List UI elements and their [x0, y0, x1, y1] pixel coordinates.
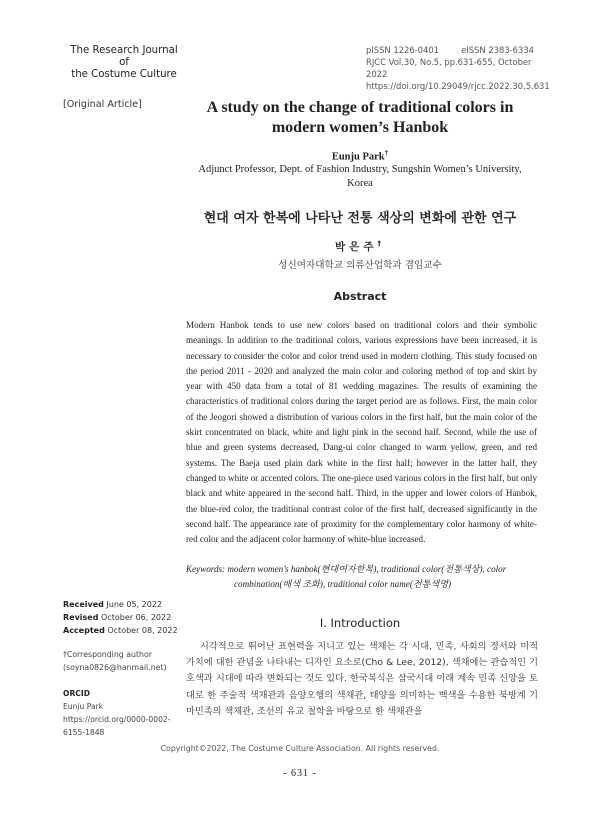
author-name-text: Eunju Park — [331, 151, 385, 163]
corresponding-label: †Corresponding author — [63, 650, 152, 659]
orcid-link[interactable]: https://orcid.org/0000-0002-6155-1848 — [63, 715, 171, 737]
keywords-label: Keywords: — [186, 564, 226, 574]
journal-name — [64, 45, 184, 81]
eissn: eISSN 2383-6334 — [461, 45, 534, 55]
page-number: - 631 - — [283, 768, 317, 779]
article-dates — [63, 598, 183, 637]
abstract-heading: Abstract — [333, 290, 387, 303]
copyright-notice: Copyright©2022, The Costume Culture Association. All rights reserved. — [160, 744, 440, 753]
corresponding-author — [63, 648, 183, 674]
corresponding-mark: † — [384, 149, 389, 157]
keywords-line2: combination(배색 조화), traditional color name(전통색명) — [234, 579, 452, 589]
pissn: pISSN 1226-0401 — [366, 45, 439, 55]
orcid-label: ORCID — [63, 689, 91, 698]
revised-date: October 06, 2022 — [101, 613, 172, 622]
journal-name-line2: the Costume Culture — [71, 69, 177, 80]
corresponding-email[interactable]: (soyna0826@hanmail.net) — [63, 663, 167, 672]
korean-corresponding-mark: † — [377, 239, 385, 248]
korean-title: 현대 여자 한복에 나타난 전통 색상의 변화에 관한 연구 — [203, 211, 517, 226]
korean-author-text: 박은주 — [335, 241, 378, 253]
received-label: Received — [63, 600, 104, 609]
orcid-name: Eunju Park — [63, 702, 104, 711]
doi-link[interactable]: https://doi.org/10.29049/rjcc.2022.30.5.631 — [366, 81, 550, 91]
article-type: [Original Article] — [63, 99, 142, 110]
revised-label: Revised — [63, 613, 99, 622]
accepted-label: Accepted — [63, 626, 105, 635]
introduction-heading: I. Introduction — [319, 616, 401, 630]
keywords — [186, 562, 537, 592]
author-name — [185, 149, 535, 163]
paper-title: A study on the change of traditional colors in modern women’s Hanbok — [206, 99, 514, 136]
korean-author — [185, 239, 535, 254]
accepted-date: October 08, 2022 — [107, 626, 178, 635]
keywords-line1: modern women’s hanbok(현대여자한복), traditional color(전통색상), color — [227, 564, 507, 574]
abstract-text: Modern Hanbok tends to use new colors based on traditional colors and their symbolic meanings. In addition to the traditional colors, various expressions have been increased, it is necessary to consider the color and color trend used in modern clothing. This study focused on the period 2011 - 2020 and analyzed the main color and coloring method of top and skirt by year with 450 data from a total of 81 wedding magazines. The results of examining the characteristics of traditional colors during the target period are as follows. First, the main color of the Jeogori showed a distribution of various colors in the first half, but the main color of the skirt concentrated on black, white and light pink in the second half. Second, while the use of blue and green systems decreased, Dang-ui color changed to warm yellow, green, and red systems. The Baeja used plain dark white in the first half; however in the latter half, they changed to white or accented colors. The one-piece used various colors in the first half, but only black and white appeared in the second half. Third, in the upper and lower colors of Hanbok, the blue-red color, the traditional contrast color of the first half, decreased significantly in the second half. The appearance rate of proximity for the complementary color harmony of white-red color and the adjacent color harmony of white-blue increased. — [186, 320, 537, 545]
introduction-text: 시각적으로 뛰어난 표현력을 지니고 있는 색채는 각 시대, 민족, 사회의 정서와 미적 가치에 대한 관념을 나타내는 디자인 요소로(Cho & Lee, 2012), 색채에는 관습적인 기호색과 시대에 따라 변화되는 것도 있다. 한국복식은 삼국시대 이래 계속 민족 신앙을 토대로 한 주술적 색채관과 음양오행의 색채관, 태양을 의미하는 백색을 수용한 북방계 기마민족의 색채관, 조선의 유교 철학을 바탕으로 한 색채관을 — [186, 641, 539, 717]
volume-info: RJCC Vol.30, No.5, pp.631-655, October 2022 — [366, 57, 532, 79]
korean-affiliation: 성신여자대학교 의류산업학과 겸임교수 — [278, 260, 442, 271]
author-affiliation: Adjunct Professor, Dept. of Fashion Industry, Sungshin Women’s University, Korea — [198, 164, 522, 189]
received-date: June 05, 2022 — [106, 600, 163, 609]
journal-name-line1: The Research Journal of — [70, 45, 178, 68]
orcid-block — [63, 687, 183, 739]
publication-meta — [366, 44, 550, 92]
